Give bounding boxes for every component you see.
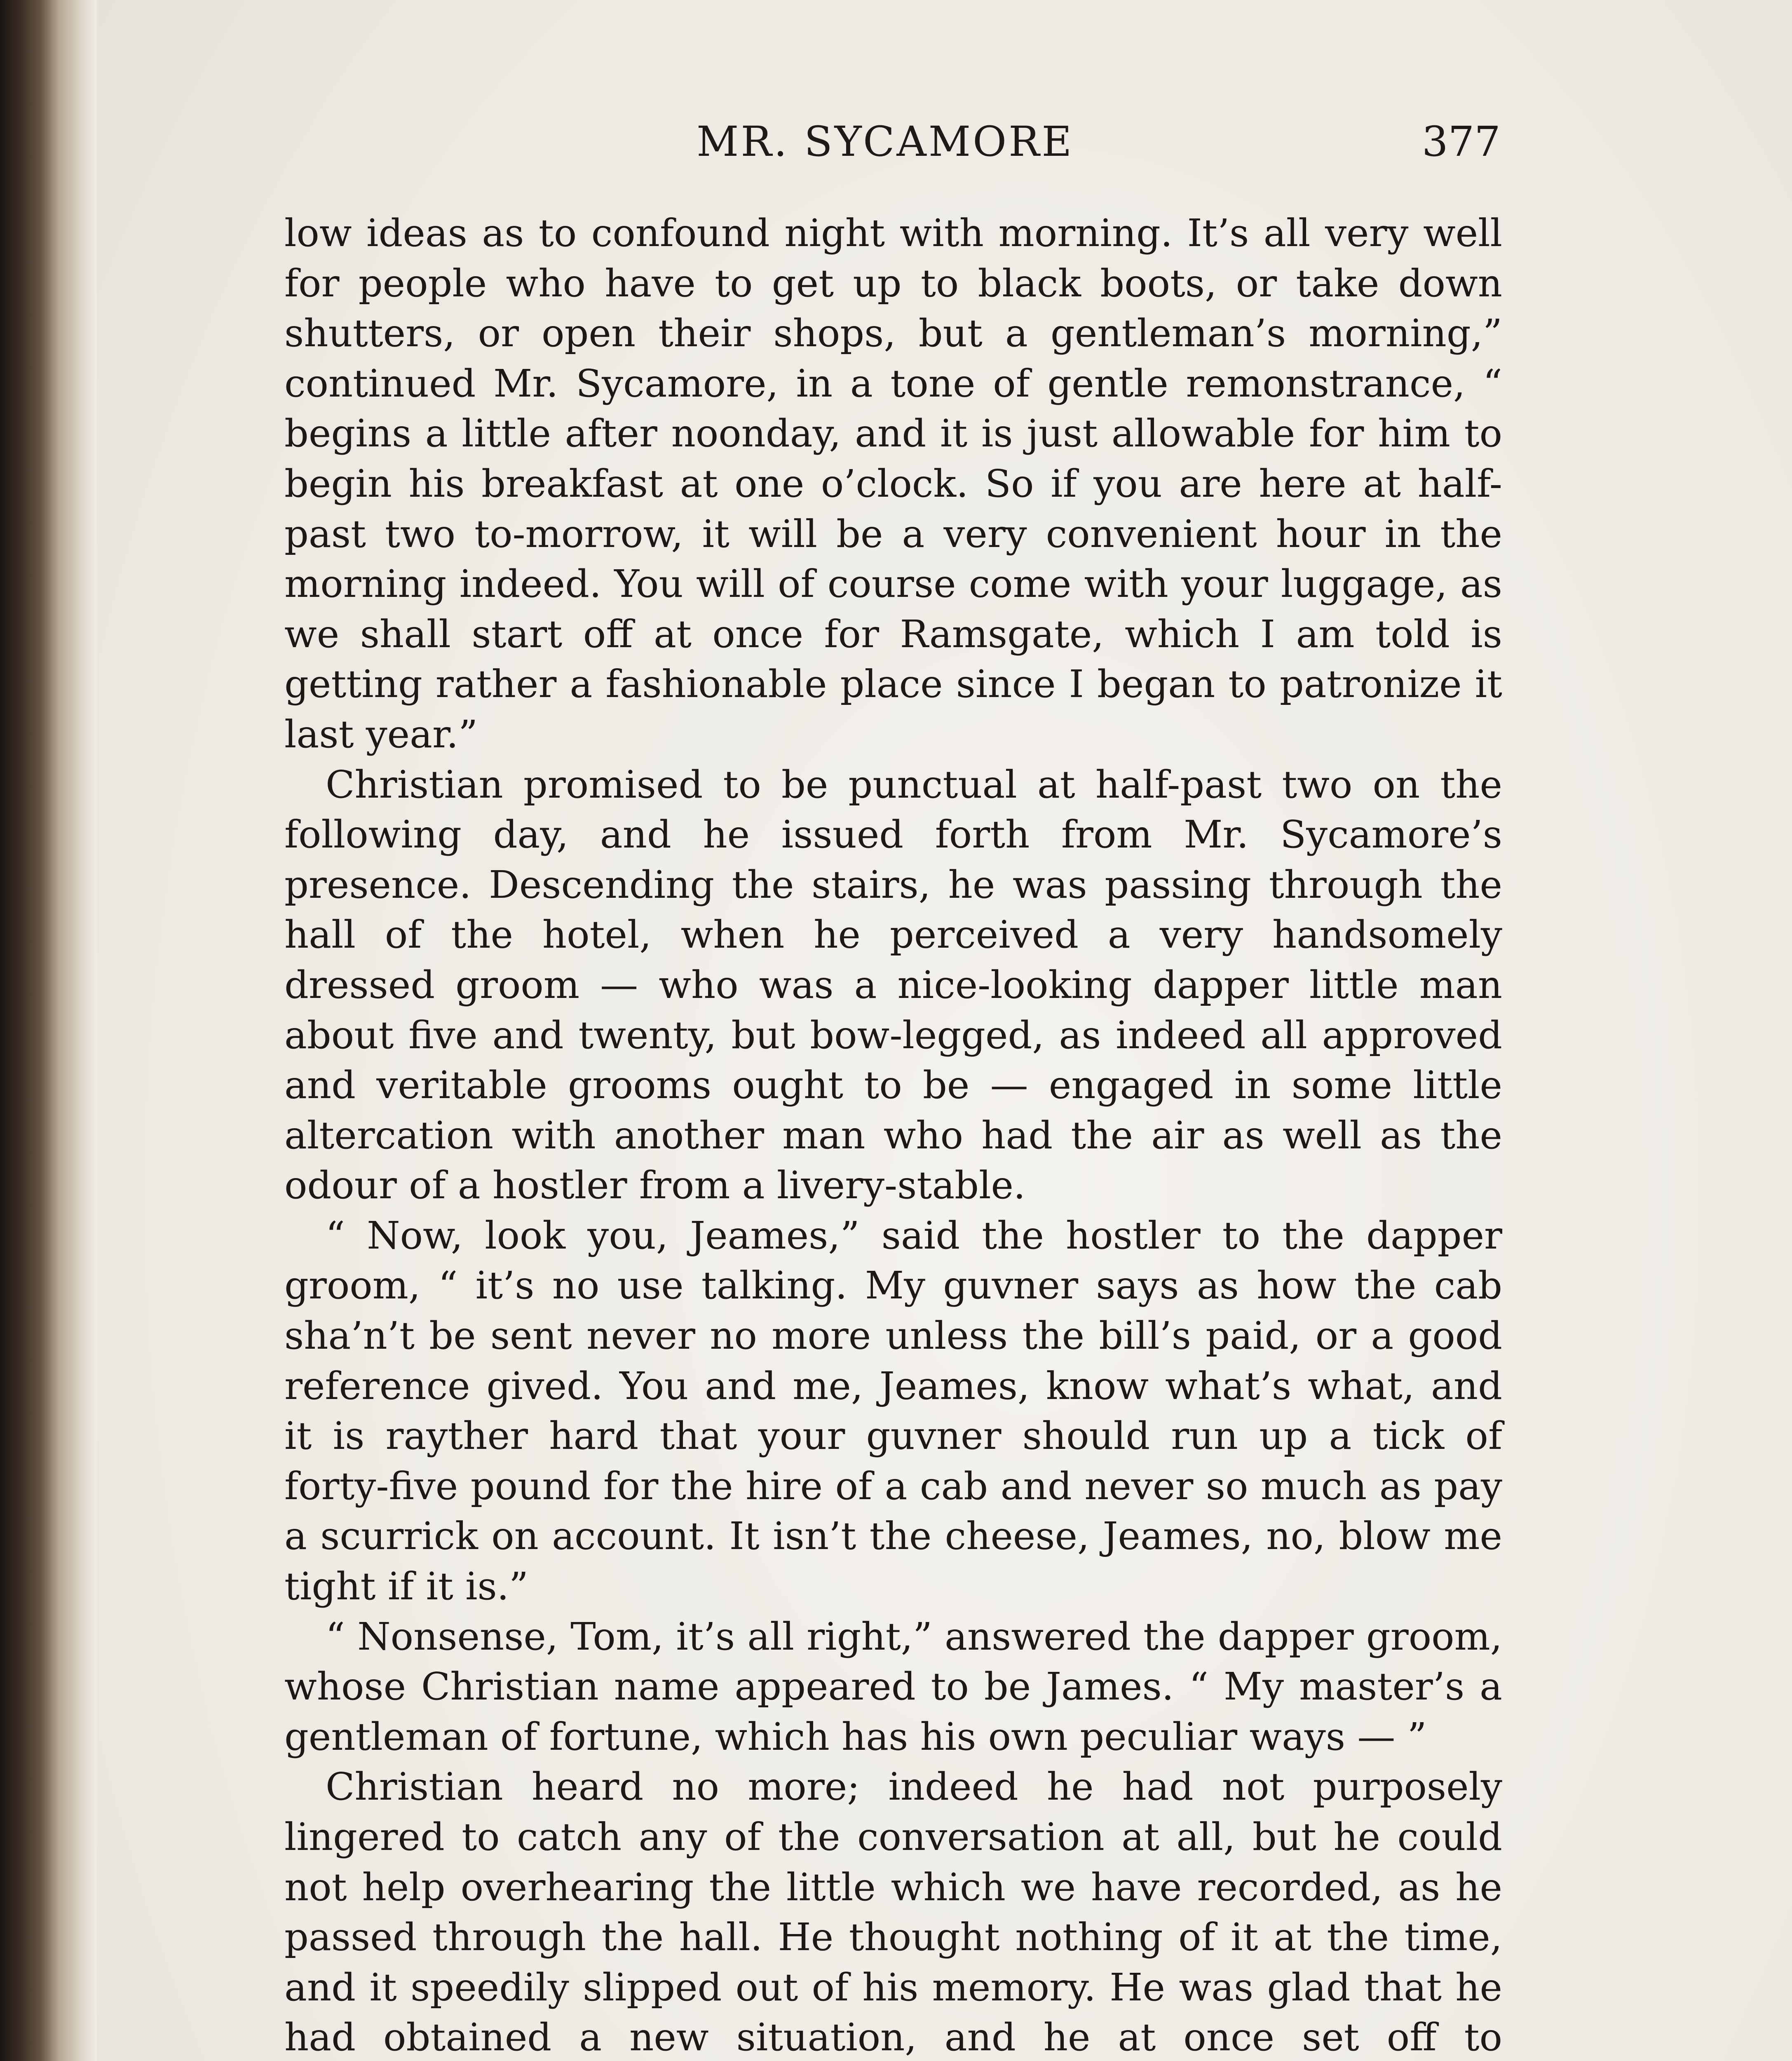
paragraph-dialogue-hostler: “ Now, look you, Jeames,” said the hostler to the dapper groom, “ it’s no use talking. My guvner says as how the cab sha’n’t be sent never no more unless the bill’s paid, or a good reference gived. You and me, Jeames, know what’s what, and it is rayther hard that your guvner should run up a tick of forty-five pound for the hire of a cab and never so much as pay a scurrick on account. It isn’t the cheese, Jeames, no, blow me tight if it is.” bbox=[284, 1213, 1502, 1609]
paragraph: Christian promised to be punctual at half-past two on the following day, and he issued forth from Mr. Sycamore’s presence. Descending the stairs, he was passing through the hall of the hotel, when he perceived a very handsomely dressed groom — who was a nice-looking dapper little man about five and twenty, but bow-legged, as indeed all approved and veritable grooms ought to be — engaged in some little altercation with another man who had the air as well as the odour of a hostler from a livery-stable. bbox=[284, 762, 1502, 1208]
page-number: 377 bbox=[1422, 117, 1501, 166]
running-title: MR. SYCAMORE bbox=[697, 117, 1074, 166]
book-spine-shadow bbox=[0, 0, 60, 2061]
paragraph-continued: low ideas as to confound night with morning. It’s all very well for people who have to get up to black boots, or take down shutters, or open their shops, but a gentleman’s morning,” continued Mr. Sycamore, in a tone of gentle remonstrance, “ begins a little after noonday, and it is just allowable for him to begin his breakfast at one o’clock. So if you are here at half-past two to-morrow, it will be a very convenient hour in the morning indeed. You will of course come with your luggage, as we shall start off at once for Ramsgate, which I am told is getting rather a fashionable place since I began to patronize it last year.” bbox=[284, 211, 1502, 756]
paragraph: Christian heard no more; indeed he had not purposely lingered to catch any of the conversation at all, but he could not help overhearing the little which we have recorded, as he passed through the hall. He thought nothing of it at the time, and it speedily slipped out of his memory. He was glad that he had obtained a new situation, and he at once set off to bbox=[284, 1765, 1502, 2060]
body-text bbox=[284, 208, 1502, 2061]
page-gutter bbox=[60, 0, 97, 2061]
paragraph-dialogue-groom: “ Nonsense, Tom, it’s all right,” answered the dapper groom, whose Christian name appeared to be James. “ My master’s a gentleman of fortune, which has his own peculiar ways — ” bbox=[284, 1614, 1502, 1759]
